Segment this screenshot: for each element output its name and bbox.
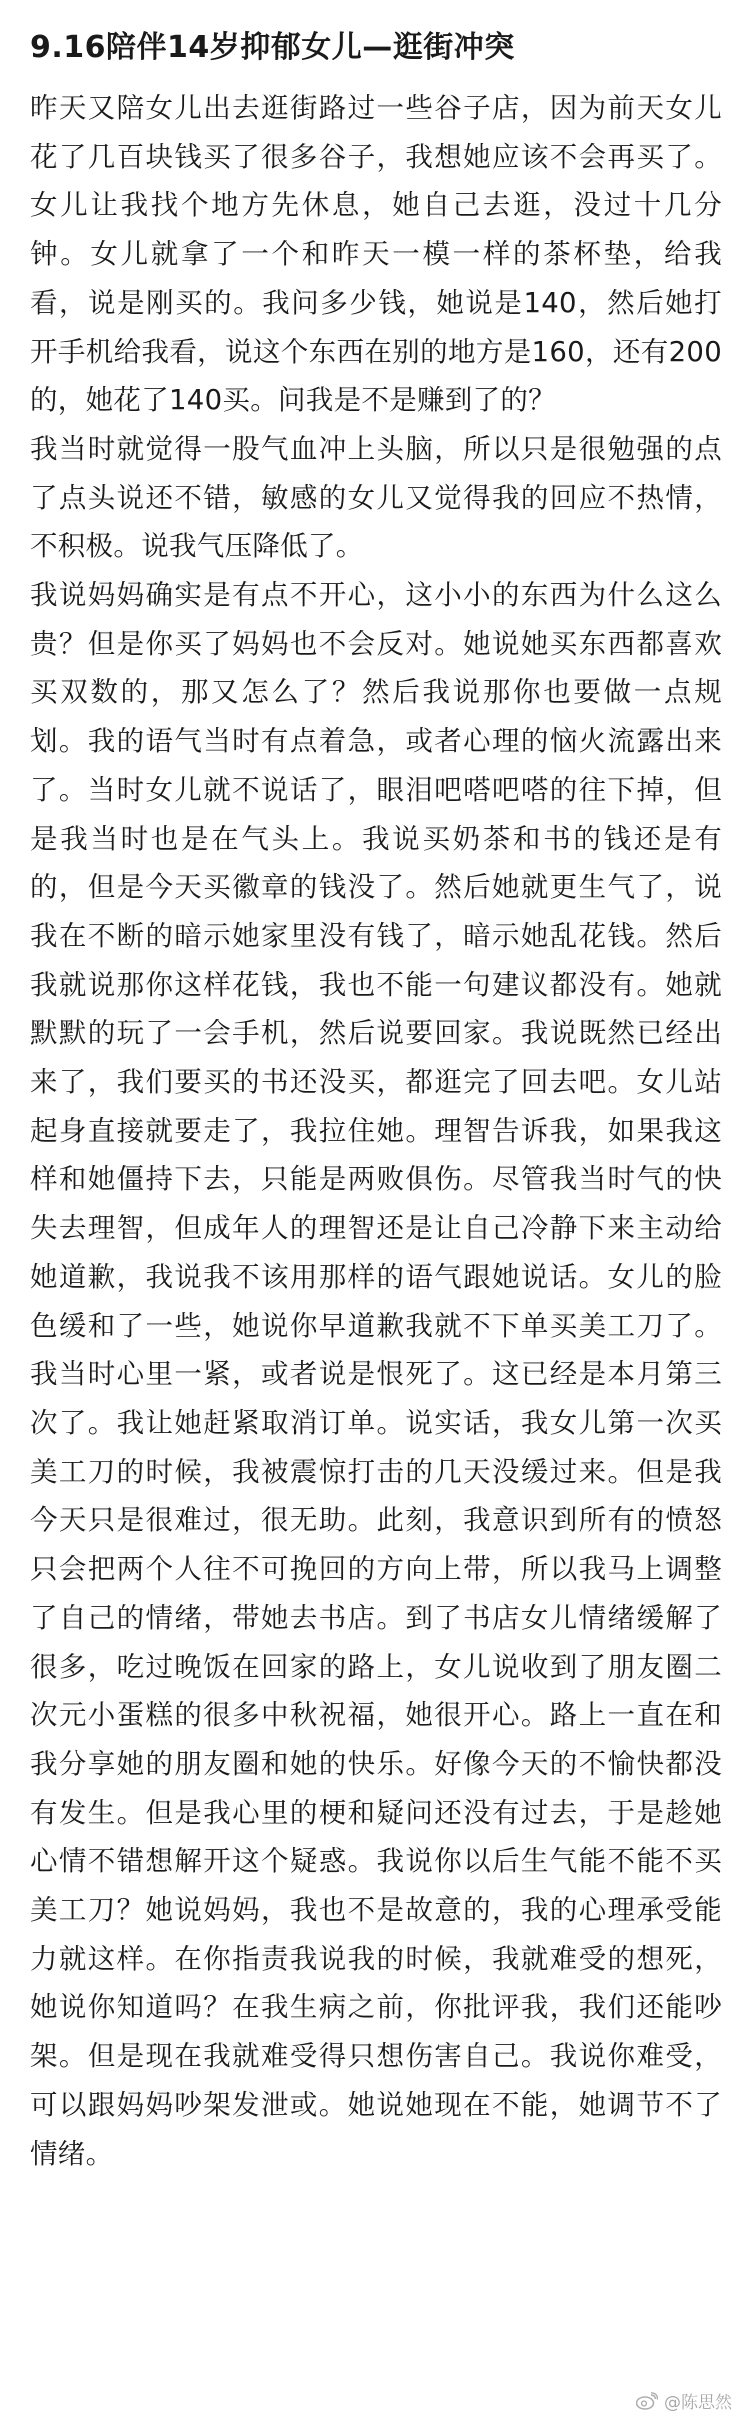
watermark-username: @陈思然 xyxy=(664,2393,732,2413)
paragraph-1: 昨天又陪女儿出去逛街路过一些谷子店，因为前天女儿花了几百块钱买了很多谷子，我想她应该不会再买了。女儿让我找个地方先休息，她自己去逛，没过十几分钟。女儿就拿了一个和昨天一模一样的茶杯垫，给我看，说是刚买的。我问多少钱，她说是140，然后她打开手机给我看，说这个东西在别的地方是160，还有200的，她花了140买。问我是不是赚到了的？ xyxy=(30,92,722,417)
weibo-logo-icon xyxy=(636,2392,658,2410)
post-title: 9.16陪伴14岁抑郁女儿—逛街冲突 xyxy=(30,30,515,65)
post-body xyxy=(30,84,722,2178)
weibo-watermark xyxy=(636,2388,732,2413)
paragraph-2: 我当时就觉得一股气血冲上头脑，所以只是很勉强的点了点头说还不错，敏感的女儿又觉得我的回应不热情，不积极。说我气压降低了。 xyxy=(30,432,722,563)
paragraph-3: 我说妈妈确实是有点不开心，这小小的东西为什么这么贵？但是你买了妈妈也不会反对。她说她买东西都喜欢买双数的，那又怎么了？然后我说那你也要做一点规划。我的语气当时有点着急，或者心理的恼火流露出来了。当时女儿就不说话了，眼泪吧嗒吧嗒的往下掉，但是我当时也是在气头上。我说买奶茶和书的钱还是有的，但是今天买徽章的钱没了。然后她就更生气了，说我在不断的暗示她家里没有钱了，暗示她乱花钱。然后我就说那你这样花钱，我也不能一句建议都没有。她就默默的玩了一会手机，然后说要回家。我说既然已经出来了，我们要买的书还没买，都逛完了回去吧。女儿站起身直接就要走了，我拉住她。理智告诉我，如果我这样和她僵持下去，只能是两败俱伤。尽管我当时气的快失去理智，但成年人的理智还是让自己冷静下来主动给她道歉，我说我不该用那样的语气跟她说话。女儿的脸色缓和了一些，她说你早道歉我就不下单买美工刀了。我当时心里一紧，或者说是恨死了。这已经是本月第三次了。我让她赶紧取消订单。说实话，我女儿第一次买美工刀的时候，我被震惊打击的几天没缓过来。但是我今天只是很难过，很无助。此刻，我意识到所有的愤怒只会把两个人往不可挽回的方向上带，所以我马上调整了自己的情绪，带她去书店。到了书店女儿情绪缓解了很多，吃过晚饭在回家的路上，女儿说收到了朋友圈二次元小蛋糕的很多中秋祝福，她很开心。路上一直在和我分享她的朋友圈和她的快乐。好像今天的不愉快都没有发生。但是我心里的梗和疑问还没有过去，于是趁她心情不错想解开这个疑惑。我说你以后生气能不能不买美工刀？她说妈妈，我也不是故意的，我的心理承受能力就这样。在你指责我说我的时候，我就难受的想死，她说你知道吗？在我生病之前，你批评我，我们还能吵架。但是现在我就难受得只想伤害自己。我说你难受，可以跟妈妈吵架发泄或。她说她现在不能，她调节不了情绪。 xyxy=(30,579,722,2170)
